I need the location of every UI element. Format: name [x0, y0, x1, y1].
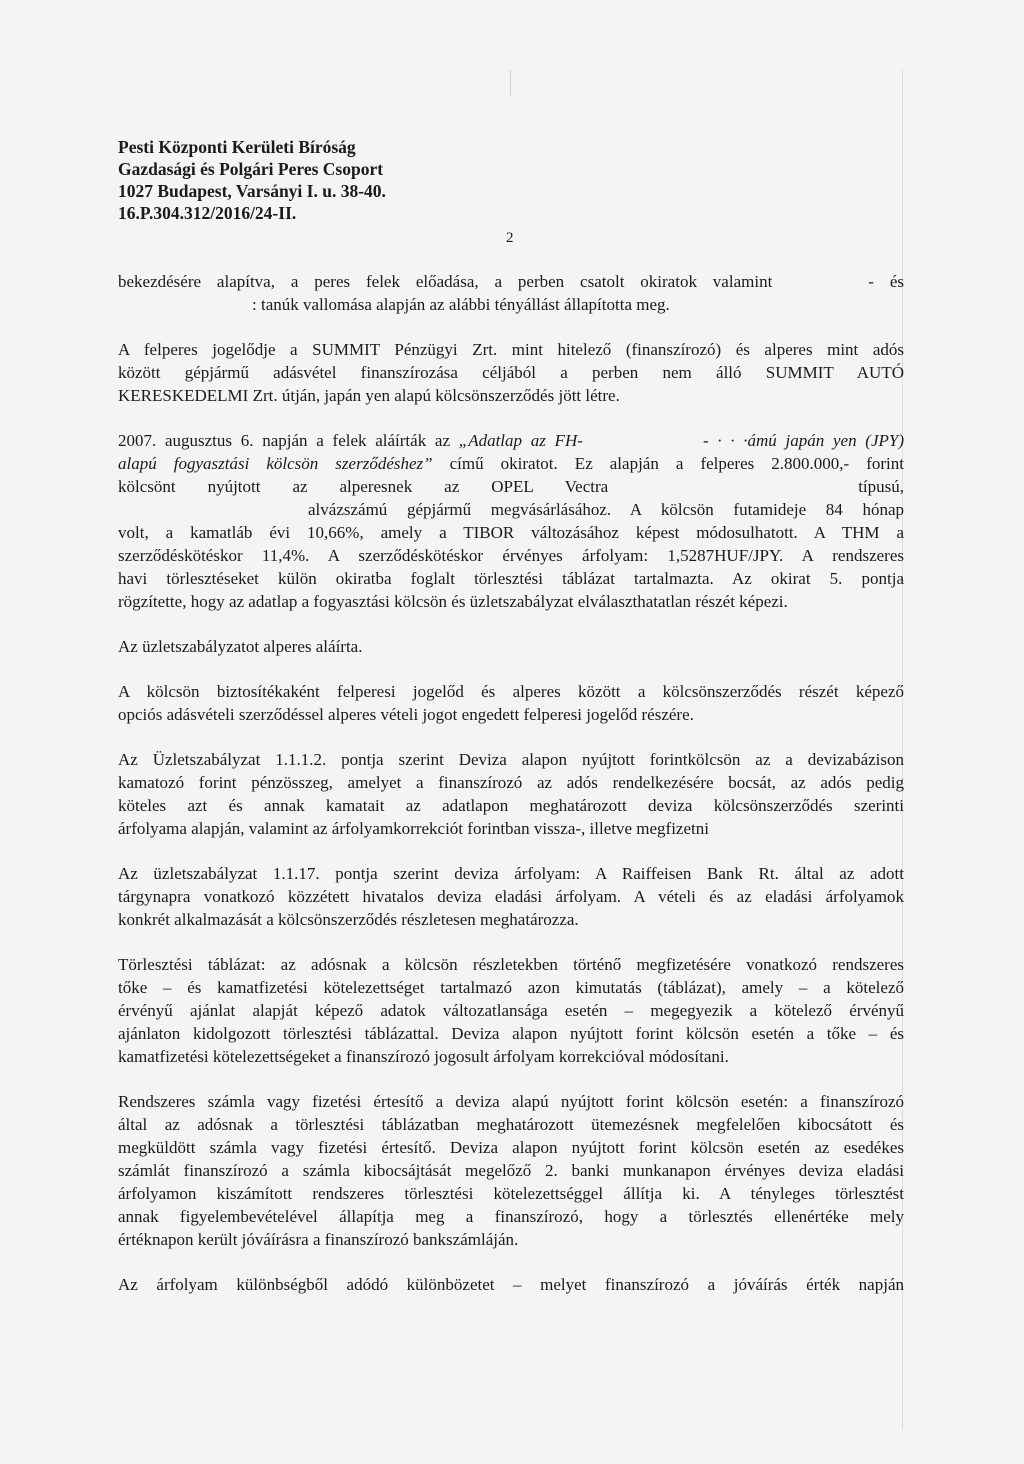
paragraph-line: A kölcsön biztosítékaként felperesi jogelőd és alperes között a kölcsönszerződés részét képező [118, 682, 904, 701]
paragraph-line: Az árfolyam különbségből adódó különbözetet – melyet finanszírozó a jóváírás érték napján [118, 1275, 904, 1294]
paragraph-line: árfolyamon kiszámított rendszeres törlesztési kötelezettséggel állítja ki. A tényleges törlesztést [118, 1184, 904, 1203]
paragraph-6 [118, 748, 904, 840]
paragraph-line: megküldött számla vagy fizetési értesítő. Deviza alapon nyújtott forint kölcsön esetén az esedékes [118, 1138, 904, 1157]
paragraph-line: által az adósnak a törlesztési táblázatban meghatározott ütemezésnek megfelelően kibocsátott és [118, 1115, 904, 1134]
document-title-italic: - · · ·ámú japán yen (JPY) [702, 431, 904, 450]
paragraph-2 [118, 338, 904, 407]
paragraph-line: Az Üzletszabályzat 1.1.1.2. pontja szerint Deviza alapon nyújtott forintkölcsön az a devizabázison [118, 750, 904, 769]
paragraph-1 [118, 270, 904, 316]
court-division: Gazdasági és Polgári Peres Csoport [118, 159, 384, 179]
paragraph-text: kölcsönt nyújtott az alperesnek az OPEL Vectra [118, 477, 609, 496]
paragraph-line: tőke – és kamatfizetési kötelezettséget tartalmazó azon kimutatás (táblázat), amely – a kötelező [118, 978, 904, 997]
paragraph-7 [118, 862, 904, 931]
paragraph-text: - és [868, 272, 904, 291]
paragraph-text: alvázszámú gépjármű megvásárlásához. A kölcsön futamideje 84 hónap [308, 500, 904, 519]
paragraph-line: volt, a kamatláb évi 10,66%, amely a TIBOR változásához képest módosulhatott. A THM a [118, 523, 904, 542]
paragraph-line: tárgynapra vonatkozó közzétett hivatalos deviza eladási árfolyam. A vételi és az eladási árfolyamok [118, 887, 904, 906]
paragraph-line: rögzítette, hogy az adatlap a fogyasztási kölcsön és üzletszabályzat elválaszthatatlan részét képezi. [118, 592, 788, 611]
paragraph-line: szerződéskötéskor 11,4%. A szerződéskötéskor érvényes árfolyam: 1,5287HUF/JPY. A rendszeres [118, 546, 904, 565]
paragraph-line: árfolyama alapján, valamint az árfolyamkorrekciót forintban vissza-, illetve megfizetni [118, 819, 709, 838]
court-name: Pesti Központi Kerületi Bíróság [118, 137, 356, 157]
document-title-italic: „Adatlap az FH- [458, 431, 583, 450]
paragraph-text: típusú, [858, 477, 904, 496]
paragraph-line: konkrét alkalmazását a kölcsönszerződés részletesen meghatározza. [118, 910, 579, 929]
paragraph-line: Törlesztési táblázat: az adósnak a kölcsön részletekben történő megfizetésére vonatkozó rendszeres [118, 955, 904, 974]
scan-mark [510, 70, 511, 96]
paragraph-text: bekezdésére alapítva, a peres felek előadása, a perben csatolt okiratok valamint [118, 272, 773, 291]
document-title-italic: alapú fogyasztási kölcsön szerződéshez” [118, 454, 433, 473]
document-body [118, 270, 904, 1318]
court-header [118, 136, 386, 224]
case-number: 16.P.304.312/2016/24-II. [118, 203, 297, 223]
paragraph-text: : tanúk vallomása alapján az alábbi tényállást állapította meg. [252, 295, 670, 314]
paragraph-line: Az üzletszabályzat 1.1.17. pontja szerint deviza árfolyam: A Raiffeisen Bank Rt. által az adott [118, 864, 904, 883]
paragraph-line: számlát finanszírozó a számla kibocsájtását megelőző 2. banki munkanapon érvényes deviza eladási [118, 1161, 904, 1180]
paragraph-text: című okiratot. Ez alapján a felperes 2.800.000,- forint [432, 454, 904, 473]
paragraph-8 [118, 953, 904, 1068]
paragraph-line: köteles azt és annak kamatait az adatlapon meghatározott deviza kölcsönszerződés szerinti [118, 796, 904, 815]
paragraph-5 [118, 680, 904, 726]
paragraph-line: KERESKEDELMI Zrt. útján, japán yen alapú kölcsönszerződés jött létre. [118, 386, 620, 405]
paragraph-line: Rendszeres számla vagy fizetési értesítő a deviza alapú nyújtott forint kölcsön esetén: a finanszírozó [118, 1092, 904, 1111]
paragraph-3 [118, 429, 904, 613]
paragraph-line: Az üzletszabályzatot alperes aláírta. [118, 637, 363, 656]
paragraph-text: 2007. augusztus 6. napján a felek aláírták az [118, 431, 459, 450]
paragraph-line: értéknapon került jóváírásra a finanszírozó bankszámláján. [118, 1230, 519, 1249]
court-address: 1027 Budapest, Varsányi I. u. 38-40. [118, 181, 386, 201]
paragraph-line: kamatozó forint pénzösszeg, amelyet a finanszírozó az adós rendelkezésére bocsát, az adós pedig [118, 773, 904, 792]
paragraph-4 [118, 635, 904, 658]
paragraph-line: kamatfizetési kötelezettségeket a finanszírozó jogosult árfolyam korrekcióval módosítani. [118, 1047, 729, 1066]
paragraph-line: annak figyelembevételével állapítja meg a finanszírozó, hogy a törlesztés ellenértéke mely [118, 1207, 904, 1226]
paragraph-line: között gépjármű adásvétel finanszírozása céljából a perben nem álló SUMMIT AUTÓ [118, 363, 904, 382]
paragraph-line: ajánlaton kidolgozott törlesztési táblázattal. Deviza alapon nyújtott forint kölcsön esetén a tőke – és [118, 1024, 904, 1043]
paragraph-line: havi törlesztéseket külön okiratba foglalt törlesztési táblázat tartalmazta. Az okirat 5. pontja [118, 569, 904, 588]
paragraph-line: A felperes jogelődje a SUMMIT Pénzügyi Zrt. mint hitelező (finanszírozó) és alperes mint adós [118, 340, 904, 359]
paragraph-line: opciós adásvételi szerződéssel alperes vételi jogot engedett felperesi jogelőd részére. [118, 705, 694, 724]
paragraph-9 [118, 1090, 904, 1251]
paragraph-10 [118, 1273, 904, 1296]
page-number: 2 [506, 230, 514, 246]
paragraph-line: érvényű ajánlat alapját képező adatok változatlansága esetén – megegyezik a kötelező érvényű [118, 1001, 904, 1020]
